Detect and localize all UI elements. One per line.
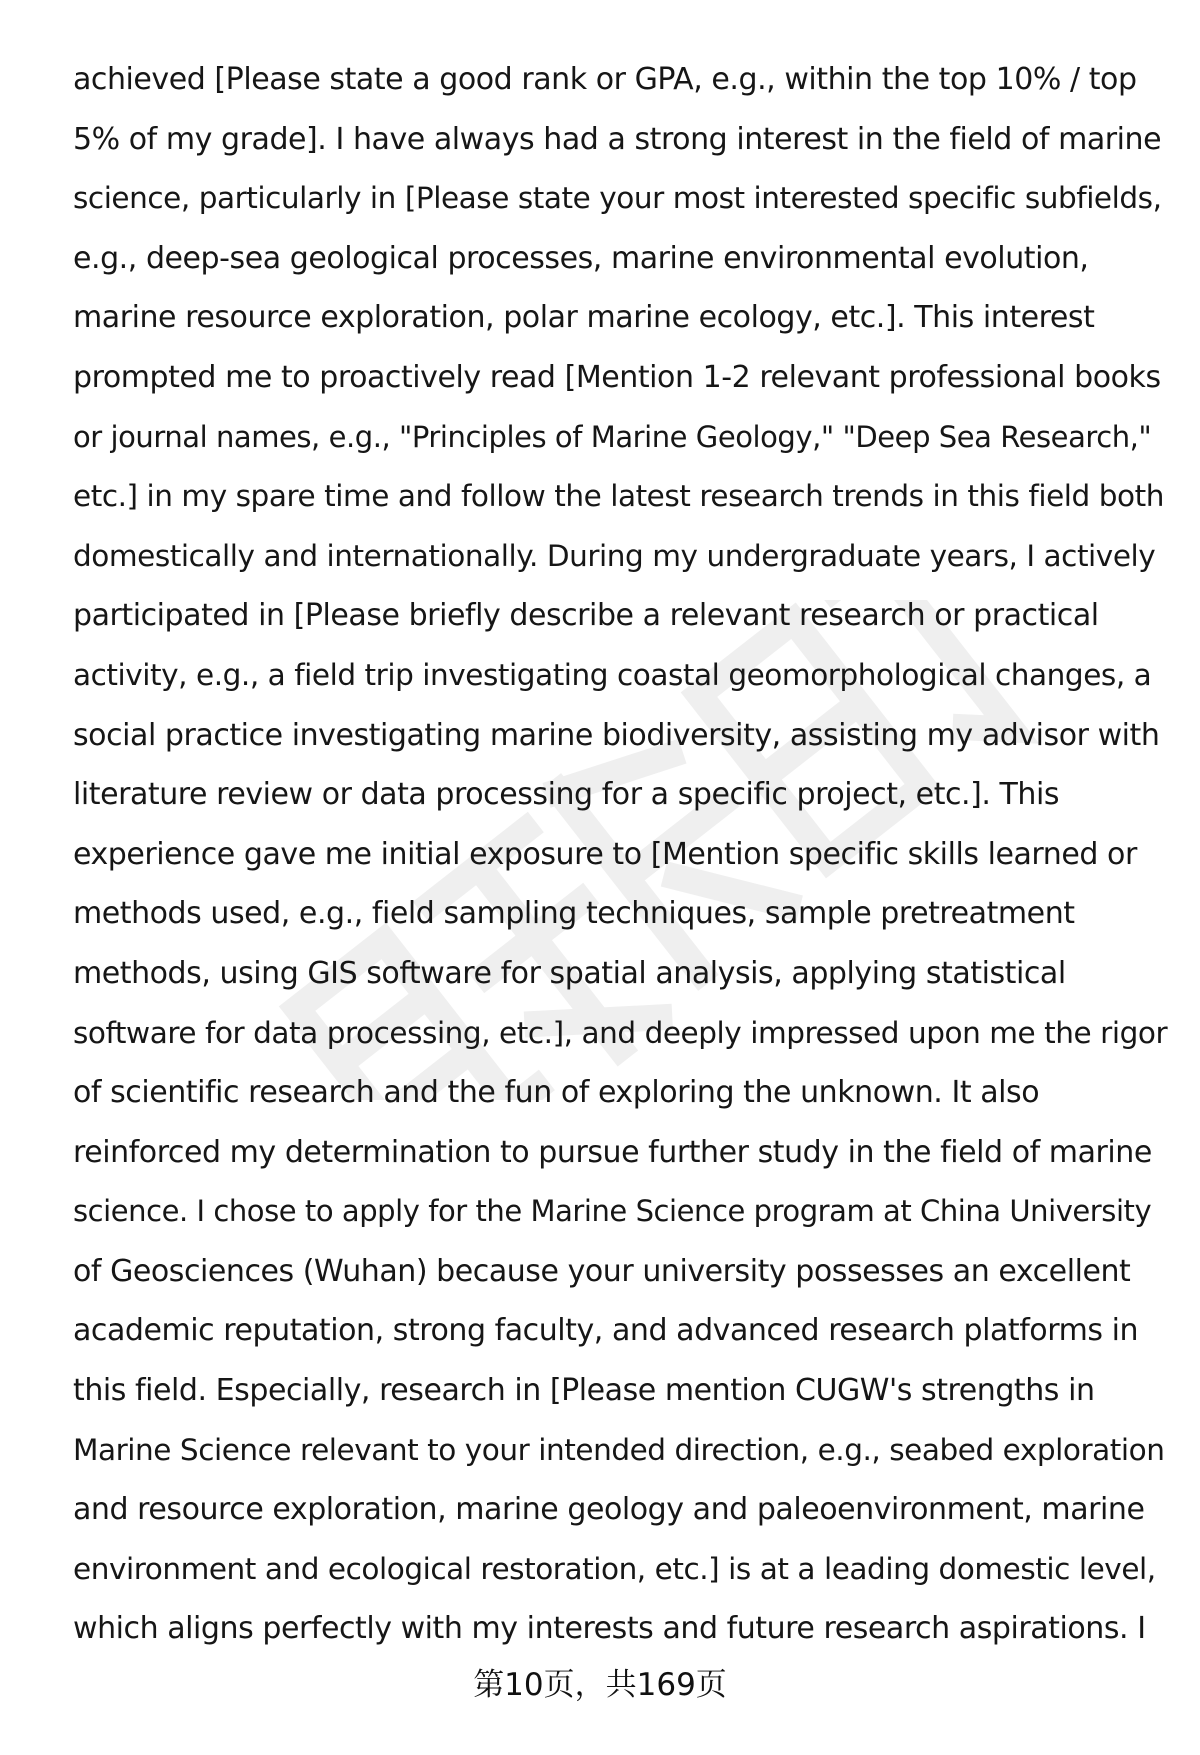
- text-line: methods, using GIS software for spatial analysis, applying statistical: [73, 955, 1066, 991]
- text-line: software for data processing, etc.], and deeply impressed upon me the rigor: [73, 1015, 1168, 1050]
- text-line: participated in [Please briefly describe a relevant research or practical: [73, 598, 1099, 634]
- text-line: activity, e.g., a field trip investigating coastal geomorphological changes, a: [73, 657, 1152, 692]
- text-line: etc.] in my spare time and follow the latest research trends in this field both: [73, 479, 1164, 514]
- text-line: literature review or data processing for a specific project, etc.]. This: [73, 777, 1060, 813]
- text-line: academic reputation, strong faculty, and advanced research platforms in: [73, 1313, 1139, 1349]
- text-line: marine resource exploration, polar marine ecology, etc.]. This interest: [73, 300, 1095, 336]
- text-line: e.g., deep-sea geological processes, marine environmental evolution,: [73, 240, 1089, 276]
- text-line: domestically and internationally. During my undergraduate years, I actively: [73, 538, 1156, 573]
- text-line: achieved [Please state a good rank or GPA, e.g., within the top 10% / top: [73, 62, 1137, 97]
- text-line: methods used, e.g., field sampling techniques, sample pretreatment: [73, 896, 1075, 932]
- text-line: of Geosciences (Wuhan) because your university possesses an excellent: [73, 1253, 1131, 1289]
- text-line: 5% of my grade]. I have always had a strong interest in the field of marine: [73, 121, 1162, 157]
- text-line: experience gave me initial exposure to [Mention specific skills learned or: [73, 836, 1137, 872]
- page-number: 第10页，共169页: [473, 1667, 727, 1703]
- text-line: Marine Science relevant to your intended direction, e.g., seabed exploration: [73, 1432, 1165, 1467]
- text-line: prompted me to proactively read [Mention 1-2 relevant professional books: [73, 359, 1161, 395]
- body-paragraph: [73, 50, 1168, 1659]
- text-line: this field. Especially, research in [Please mention CUGW's strengths in: [73, 1373, 1095, 1409]
- text-line: or journal names, e.g., "Principles of Marine Geology," "Deep Sea Research,": [73, 419, 1152, 454]
- text-line: science, particularly in [Please state your most interested specific subfields,: [73, 181, 1162, 216]
- text-line: social practice investigating marine biodiversity, assisting my advisor with: [73, 717, 1160, 753]
- text-line: which aligns perfectly with my interests and future research aspirations. I: [73, 1611, 1146, 1647]
- text-line: environment and ecological restoration, etc.] is at a leading domestic level,: [73, 1551, 1156, 1586]
- text-line: science. I chose to apply for the Marine Science program at China University: [73, 1194, 1152, 1229]
- text-line: reinforced my determination to pursue further study in the field of marine: [73, 1134, 1152, 1170]
- text-line: of scientific research and the fun of exploring the unknown. It also: [73, 1075, 1040, 1111]
- text-line: and resource exploration, marine geology and paleoenvironment, marine: [73, 1492, 1145, 1528]
